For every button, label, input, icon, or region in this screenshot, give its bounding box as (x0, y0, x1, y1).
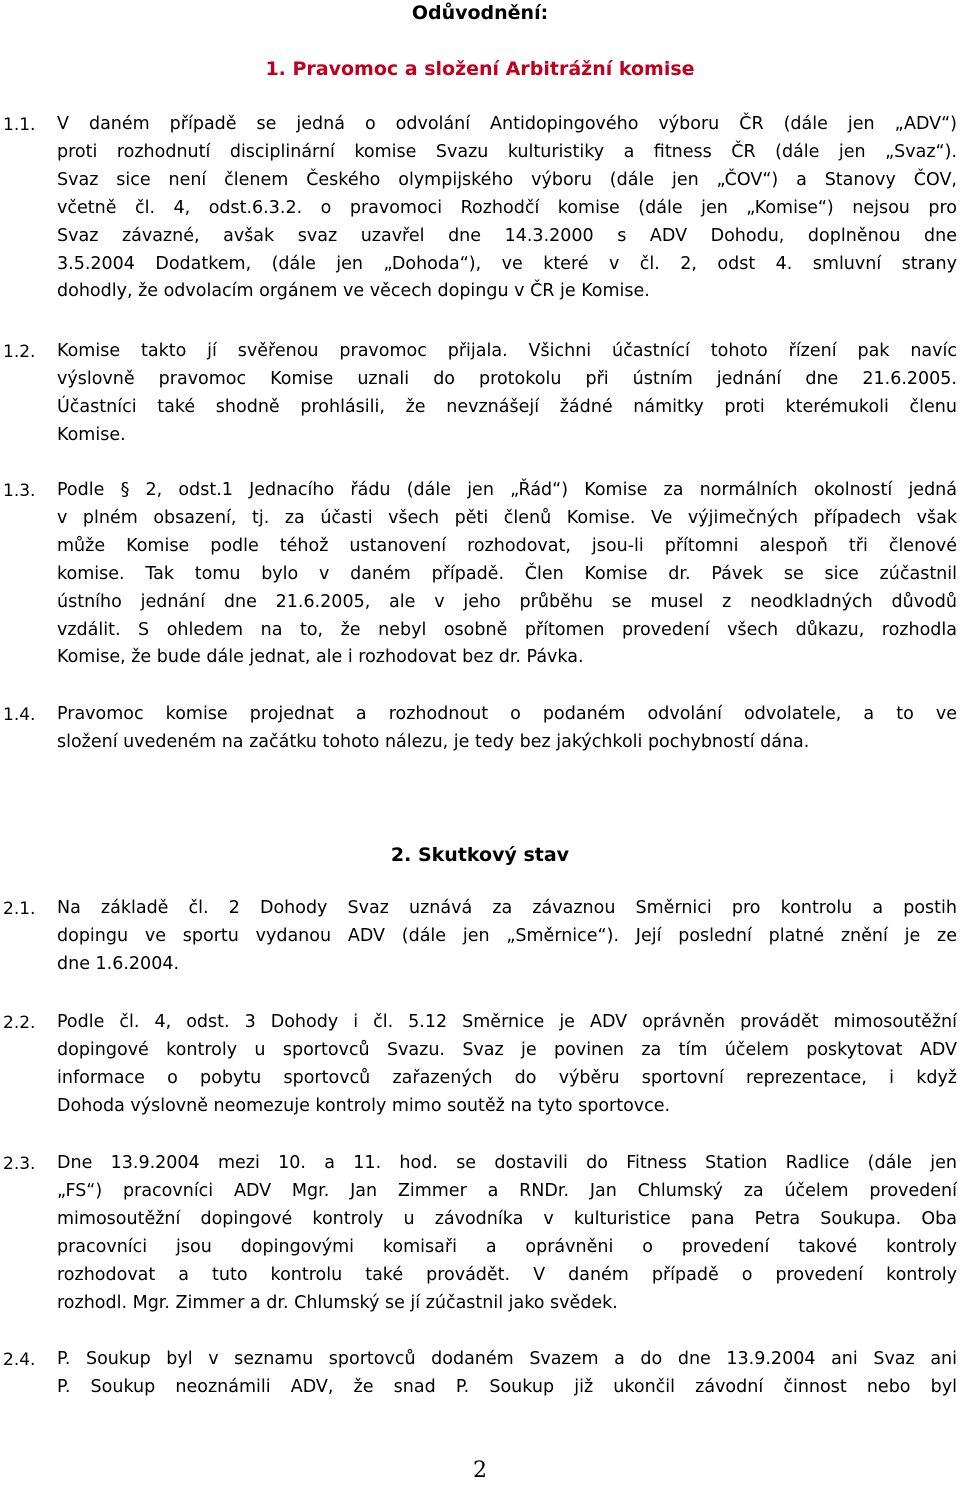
text-line: může Komise podle téhož ustanovení rozhodovat, jsou-li přítomni alespoň tři členové (57, 535, 957, 556)
paragraph-number: 2.4. (3, 1350, 36, 1370)
text-line: P. Soukup byl v seznamu sportovců dodaném Svazem a do dne 13.9.2004 ani Svaz ani (57, 1349, 957, 1369)
paragraph-text (57, 477, 957, 672)
paragraph-text (57, 1150, 957, 1317)
paragraph-number: 1.3. (3, 481, 36, 501)
text-line: informace o pobytu sportovců zařazených do výběru sportovní reprezentace, i když (57, 1067, 957, 1088)
paragraph-text (57, 701, 957, 757)
text-line: Podle § 2, odst.1 Jednacího řádu (dále jen „Řád“) Komise za normálních okolností jedná (57, 480, 957, 500)
section-1-heading: 1. Pravomoc a složení Arbitrážní komise (265, 58, 695, 80)
paragraph-number: 1.4. (3, 705, 36, 725)
paragraph-text (57, 895, 957, 979)
text-line: Na základě čl. 2 Dohody Svaz uznává za závaznou Směrnici pro kontrolu a postih (57, 898, 957, 918)
text-line: proti rozhodnutí disciplinární komise Svazu kulturistiky a fitness ČR (dále jen „Svaz“). (57, 141, 957, 162)
text-line: dopingové kontroly u sportovců Svazu. Svaz je povinen za tím účelem poskytovat ADV (57, 1039, 957, 1060)
paragraph-number: 1.2. (3, 342, 36, 362)
text-line: výslovně pravomoc Komise uznali do protokolu při ústním jednání dne 21.6.2005. (57, 368, 957, 389)
text-line: dopingu ve sportu vydanou ADV (dále jen „Směrnice“). Její poslední platné znění je ze (57, 925, 957, 946)
text-line: Dne 13.9.2004 mezi 10. a 11. hod. se dostavili do Fitness Station Radlice (dále jen (57, 1153, 957, 1173)
paragraph-text (57, 1346, 957, 1402)
text-line: ústního jednání dne 21.6.2005, ale v jeho průběhu se musel z neodkladných důvodů (57, 591, 957, 612)
text-line: Komise, že bude dále jednat, ale i rozhodovat bez dr. Pávka. (57, 647, 584, 668)
paragraph-text (57, 338, 957, 450)
paragraph-text (57, 1009, 957, 1121)
text-line: komise. Tak tomu bylo v daném případě. Člen Komise dr. Pávek se sice zúčastnil (57, 563, 957, 584)
text-line: rozhodl. Mgr. Zimmer a dr. Chlumský se jí zúčastnil jako svědek. (57, 1292, 618, 1313)
text-line: Podle čl. 4, odst. 3 Dohody i čl. 5.12 Směrnice je ADV oprávněn provádět mimosoutěžní (57, 1012, 957, 1032)
text-line: V daném případě se jedná o odvolání Antidopingového výboru ČR (dále jen „ADV“) (57, 114, 957, 134)
text-line: dohodly, že odvolacím orgánem ve věcech dopingu v ČR je Komise. (57, 281, 650, 302)
text-line: Svaz závazné, avšak svaz uzavřel dne 14.3.2000 s ADV Dohodu, doplněnou dne (57, 225, 957, 246)
text-line: včetně čl. 4, odst.6.3.2. o pravomoci Rozhodčí komise (dále jen „Komise“) nejsou pro (57, 197, 957, 218)
text-line: mimosoutěžní dopingové kontroly u závodníka v kulturistice pana Petra Soukupa. Oba (57, 1208, 957, 1229)
paragraph-number: 2.2. (3, 1013, 36, 1033)
text-line: rozhodovat a tuto kontrolu také provádět. V daném případě o provedení kontroly (57, 1264, 957, 1285)
text-line: Komise. (57, 424, 126, 445)
text-line: Pravomoc komise projednat a rozhodnout o podaném odvolání odvolatele, a to ve (57, 704, 957, 724)
text-line: Svaz sice není členem Českého olympijského výboru (dále jen „ČOV“) a Stanovy ČOV, (57, 169, 957, 190)
page-number: 2 (473, 1458, 487, 1483)
paragraph-number: 2.1. (3, 899, 36, 919)
text-line: Komise takto jí svěřenou pravomoc přijala. Všichni účastnící tohoto řízení pak navíc (57, 341, 957, 361)
text-line: dne 1.6.2004. (57, 953, 180, 974)
paragraph-text (57, 111, 957, 306)
paragraph-number: 1.1. (3, 115, 36, 135)
text-line: Účastníci také shodně prohlásili, že nevznášejí žádné námitky proti kterémukoli členu (57, 396, 957, 417)
text-line: Dohoda výslovně neomezuje kontroly mimo soutěž na tyto sportovce. (57, 1095, 671, 1116)
text-line: 3.5.2004 Dodatkem, (dále jen „Dohoda“), ve které v čl. 2, odst 4. smluvní strany (57, 253, 957, 274)
text-line: pracovníci jsou dopingovými komisaři a oprávněni o provedení takové kontroly (57, 1236, 957, 1257)
text-line: P. Soukup neoznámili ADV, že snad P. Soukup již ukončil závodní činnost nebo byl (57, 1376, 957, 1397)
section-2-heading: 2. Skutkový stav (390, 844, 570, 866)
document-title: Odůvodnění: (411, 2, 549, 24)
text-line: složení uvedeném na začátku tohoto nálezu, je tedy bez jakýchkoli pochybností dána. (57, 731, 810, 752)
text-line: „FS“) pracovníci ADV Mgr. Jan Zimmer a RNDr. Jan Chlumský za účelem provedení (57, 1180, 957, 1201)
text-line: v plném obsazení, tj. za účasti všech pěti členů Komise. Ve výjimečných případech však (57, 507, 957, 528)
paragraph-number: 2.3. (3, 1154, 36, 1174)
text-line: vzdálit. S ohledem na to, že nebyl osobně přítomen provedení všech důkazu, rozhodla (57, 619, 957, 640)
